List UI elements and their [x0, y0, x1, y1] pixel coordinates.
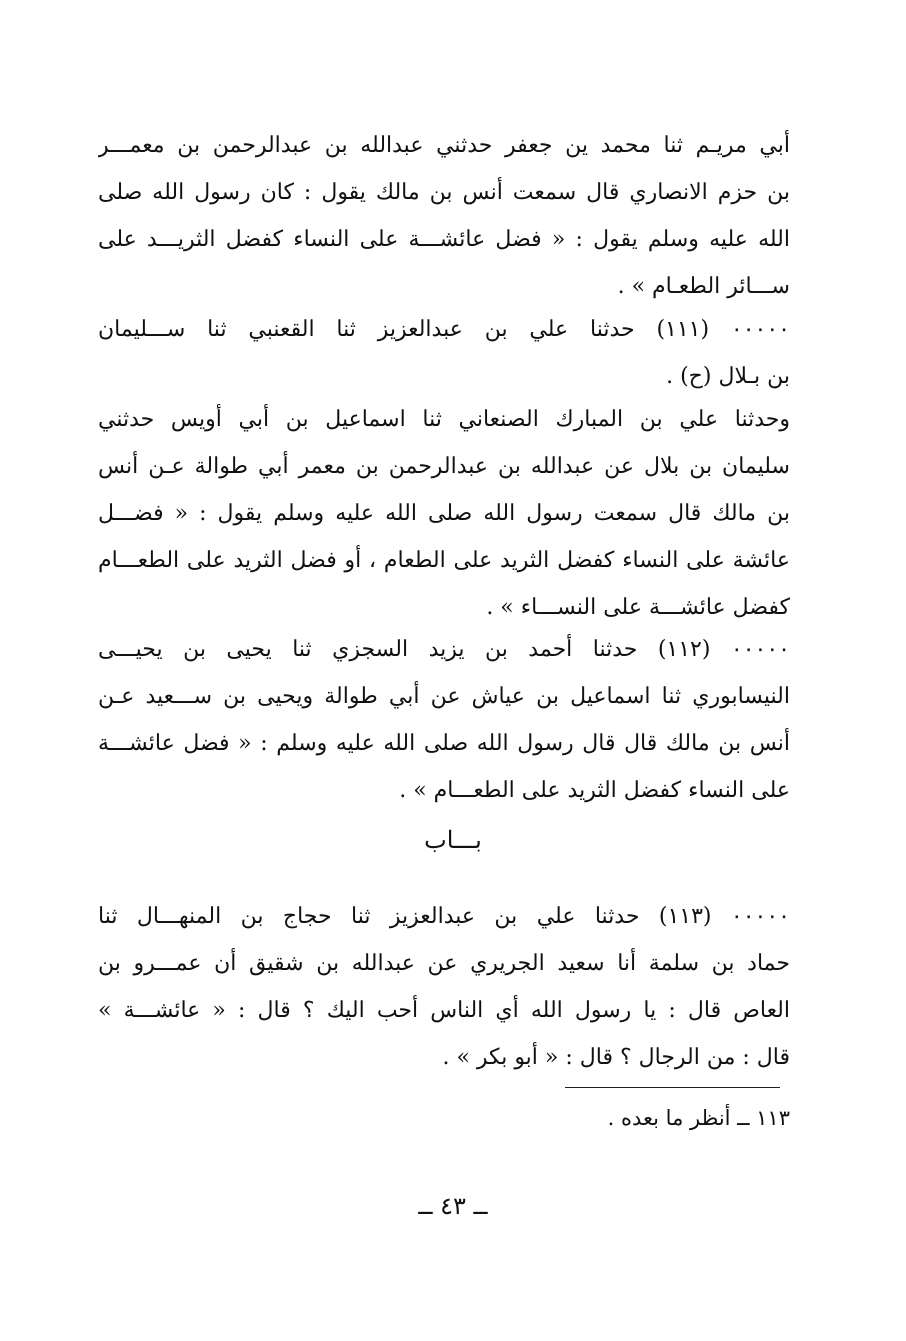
text-line: النيسابوري ثنا اسماعيل بن عياش عن أبي طوالة ويحيى بن ســـعيد عـن — [98, 684, 790, 709]
text-line: ٠٠٠٠٠ (١١٣) حدثنا علي بن عبدالعزيز ثنا حجاج بن المنهـــال ثنا — [98, 904, 790, 929]
text-line: العاص قال : يا رسول الله أي الناس أحب اليك ؟ قال : « عائشـــة » — [98, 998, 790, 1023]
section-heading: بـــاب — [424, 826, 482, 854]
text-line: على النساء كفضل الثريد على الطعـــام » . — [399, 778, 790, 803]
hadith-112 — [98, 626, 790, 814]
text-line: أنس بن مالك قال قال رسول الله صلى الله عليه وسلم : « فضل عائشـــة — [98, 731, 790, 756]
text-line: الله عليه وسلم يقول : « فضل عائشـــة على النساء كفضل الثريـــد على — [98, 227, 790, 252]
hadith-111-second-chain — [98, 396, 790, 631]
text-line: كفضل عائشـــة على النســـاء » . — [486, 595, 790, 620]
text-line: أبي مريـم ثنا محمد ين جعفر حدثني عبدالله بن عبدالرحمن بن معمـــر — [98, 133, 790, 158]
hadith-113 — [98, 893, 790, 1081]
text-line: حماد بن سلمة أنا سعيد الجريري عن عبدالله بن شقيق أن عمـــرو بن — [98, 951, 790, 976]
text-line: ٠٠٠٠٠ (١١٢) حدثنا أحمد بن يزيد السجزي ثنا يحيى بن يحيـــى — [98, 637, 790, 662]
hadith-111 — [98, 306, 790, 400]
text-line: عائشة على النساء كفضل الثريد على الطعام ، أو فضل الثريد على الطعـــام — [98, 548, 790, 573]
text-line: ٠٠٠٠٠ (١١١) حدثنا علي بن عبدالعزيز ثنا القعنبي ثنا ســـليمان — [98, 317, 790, 342]
text-line: سليمان بن بلال عن عبدالله بن عبدالرحمن بن معمر أبي طوالة عـن أنس — [98, 454, 790, 479]
text-line: قال : من الرجال ؟ قال : « أبو بكر » . — [442, 1045, 790, 1070]
footnote: ١١٣ ــ أنظر ما بعده . — [607, 1106, 790, 1130]
page-number: ــ ٤٣ ــ — [418, 1192, 488, 1220]
paragraph-continuation — [98, 122, 790, 310]
text-line: بن حزم الانصاري قال سمعت أنس بن مالك يقول : كان رسول الله صلى — [98, 180, 790, 205]
footnote-divider — [565, 1087, 780, 1088]
text-line: ســـائر الطعـام » . — [617, 274, 790, 299]
text-line: بن بـلال (ح) . — [666, 364, 790, 389]
text-line: وحدثنا علي بن المبارك الصنعاني ثنا اسماعيل بن أبي أويس حدثني — [98, 407, 790, 432]
text-line: بن مالك قال سمعت رسول الله صلى الله عليه وسلم يقول : « فضـــل — [98, 501, 790, 526]
